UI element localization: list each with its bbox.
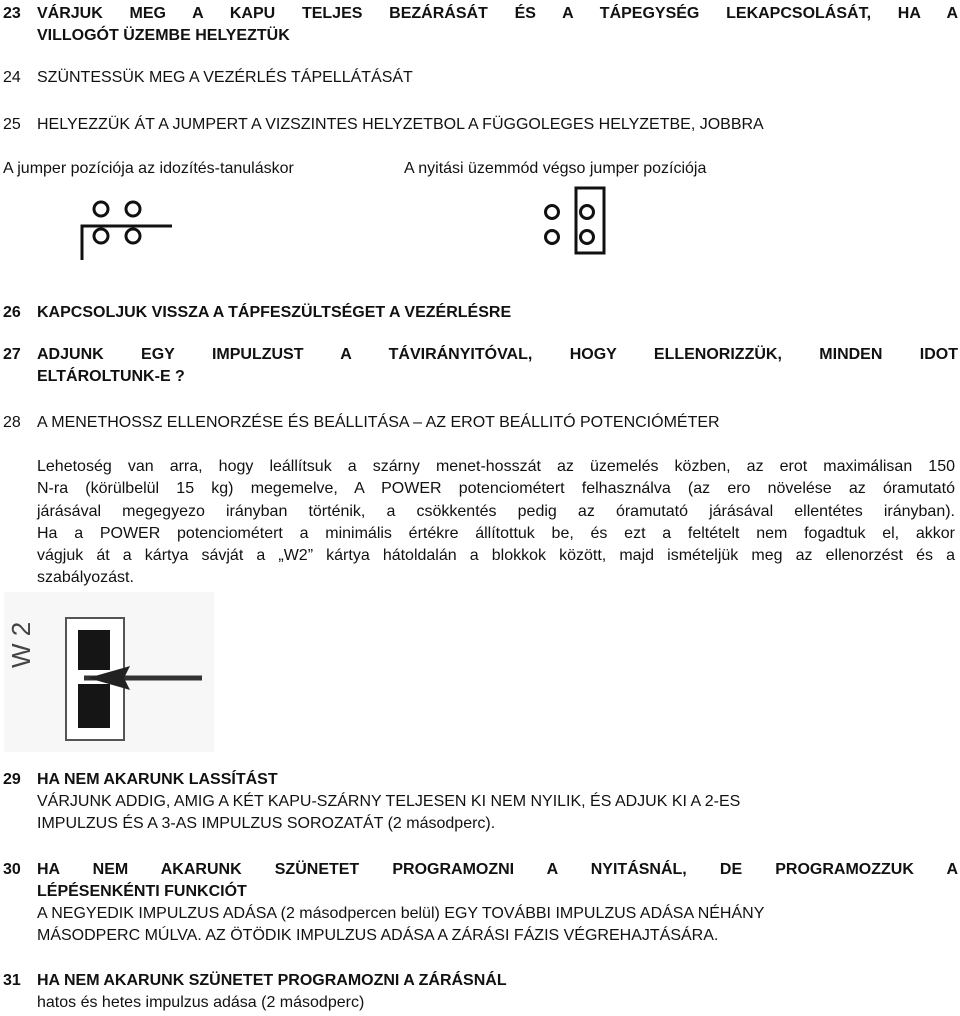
paragraph-line: Ha a POWER potenciométert a minimális értékre állítottuk be, és ezt a feltételt nem fogadtuk el, akkor	[37, 524, 955, 542]
power-paragraph	[37, 456, 955, 590]
step-number: 25	[3, 116, 21, 133]
step-title-continued: LÉPÉSENKÉNTI FUNKCIÓT	[37, 883, 247, 900]
paragraph-line: vágjuk át a kártya sávját a „W2” kártya hátoldalán a blokkok között, majd ismételjük meg az ellenorzést és a	[37, 547, 955, 565]
step-number: 26	[3, 304, 21, 321]
paragraph-line: N-ra (körülbelül 15 kg) megemelve, A POWER potenciométert felhasználva (az ero növelése az óramutató	[37, 480, 955, 498]
step-29	[0, 769, 958, 835]
step-title: HA NEM AKARUNK SZÜNETET PROGRAMOZNI A ZÁRÁSNÁL	[37, 972, 507, 989]
step-text: VÁRJUK MEG A KAPU TELJES BEZÁRÁSÁT ÉS A TÁPEGYSÉG LEKAPCSOLÁSÁT, HA A	[37, 5, 958, 22]
step-27	[0, 344, 958, 388]
step-text: A NEGYEDIK IMPULZUS ADÁSA (2 másodpercen belül) EGY TOVÁBBI IMPULZUS ADÁSA NÉHÁNY	[37, 905, 765, 922]
paragraph-line: járásával megegyezo irányban történik, a csökkentés pedig az óramutató járásával ellentétes irányban).	[37, 502, 955, 520]
w2-jumper-arrow-icon	[4, 592, 214, 752]
step-26	[0, 302, 958, 324]
step-24	[0, 67, 958, 89]
step-30	[0, 859, 958, 947]
jumper-horizontal-icon	[72, 190, 176, 274]
step-text: SZÜNTESSÜK MEG A VEZÉRLÉS TÁPELLÁTÁSÁT	[37, 69, 413, 86]
step-number: 28	[3, 414, 21, 431]
step-text: A MENETHOSSZ ELLENORZÉSE ÉS BEÁLLITÁSA – AZ EROT BEÁLLITÓ POTENCIÓMÉTER	[37, 414, 720, 431]
step-number: 31	[3, 972, 21, 989]
step-text: KAPCSOLJUK VISSZA A TÁPFESZÜLTSÉGET A VEZÉRLÉSRE	[37, 304, 512, 321]
paragraph-line: szabályozást.	[37, 569, 134, 587]
step-28	[0, 412, 958, 434]
step-text-continued: ELTÁROLTUNK-E ?	[37, 368, 185, 385]
w2-figure	[4, 592, 214, 752]
step-text: HELYEZZÜK ÁT A JUMPERT A VIZSZINTES HELYZETBOL A FÜGGOLEGES HELYZETBE, JOBBRA	[37, 116, 764, 133]
step-23	[0, 3, 958, 47]
step-31	[0, 970, 958, 1014]
step-text: VÁRJUNK ADDIG, AMIG A KÉT KAPU-SZÁRNY TELJESEN KI NEM NYILIK, ÉS ADJUK KI A 2-ES	[37, 793, 741, 810]
step-number: 27	[3, 346, 21, 363]
step-text-continued: IMPULZUS ÉS A 3-AS IMPULZUS SOROZATÁT (2 másodperc).	[37, 815, 496, 832]
paragraph-line: Lehetoség van arra, hogy leállítsuk a szárny menet-hosszát az üzemelés közben, az erot maximálisan 150	[37, 458, 955, 475]
step-text: ADJUNK EGY IMPULZUST A TÁVIRÁNYITÓVAL, HOGY ELLENORIZZÜK, MINDEN IDOT	[37, 346, 958, 363]
step-text-continued: VILLOGÓT ÜZEMBE HELYEZTÜK	[37, 27, 290, 44]
step-number: 30	[3, 861, 21, 878]
step-number: 24	[3, 69, 21, 86]
step-25	[0, 114, 958, 136]
caption-final-position: A nyitási üzemmód végso jumper pozíciója	[404, 160, 707, 177]
step-title: HA NEM AKARUNK LASSÍTÁST	[37, 771, 278, 788]
step-number: 29	[3, 771, 21, 788]
step-number: 23	[3, 5, 21, 22]
jumper-vertical-icon	[532, 185, 636, 275]
w2-label: W 2	[6, 621, 36, 668]
step-title: HA NEM AKARUNK SZÜNETET PROGRAMOZNI A NYITÁSNÁL, DE PROGRAMOZZUK A	[37, 861, 958, 878]
caption-learning-position: A jumper pozíciója az idozítés-tanuláskor	[3, 160, 294, 177]
step-text: hatos és hetes impulzus adása (2 másodperc)	[37, 994, 365, 1011]
step-text-continued: MÁSODPERC MÚLVA. AZ ÖTÖDIK IMPULZUS ADÁSA A ZÁRÁSI FÁZIS VÉGREHAJTÁSÁRA.	[37, 927, 719, 944]
